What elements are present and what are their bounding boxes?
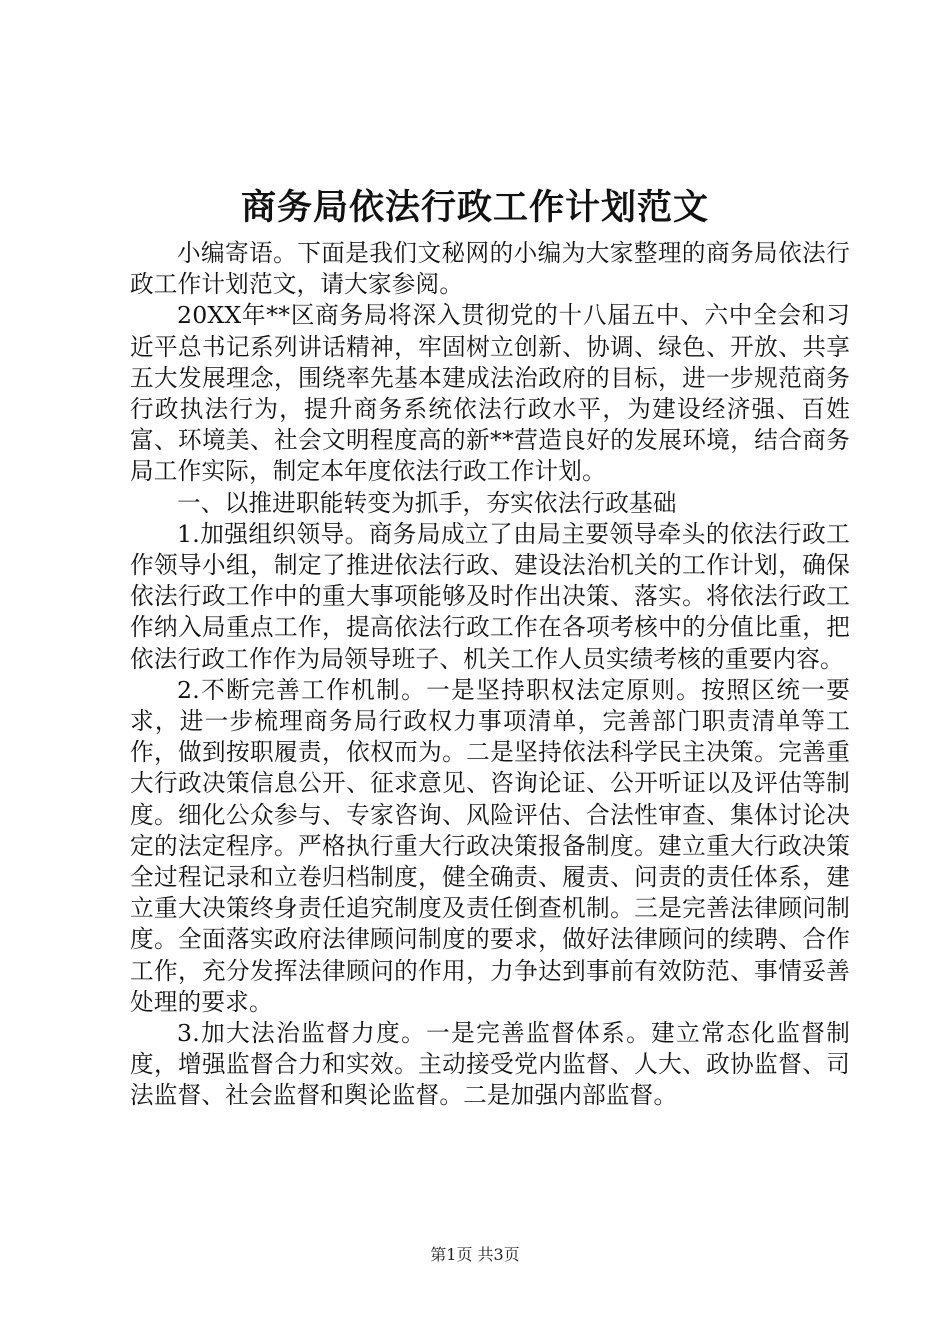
paragraph-intro: 小编寄语。下面是我们文秘网的小编为大家整理的商务局依法行政工作计划范文，请大家参阅。 bbox=[130, 239, 850, 299]
page-footer: 第1页 共3页 bbox=[430, 1245, 520, 1264]
paragraph-item-3: 3.加大法治监督力度。一是完善监督体系。建立常态化监督制度，增强监督合力和实效。主动接受党内监督、人大、政协监督、司法监督、社会监督和舆论监督。二是加强内部监督。 bbox=[130, 1019, 850, 1110]
paragraph-item-2: 2.不断完善工作机制。一是坚持职权法定原则。按照区统一要求，进一步梳理商务局行政权力事项清单，完善部门职责清单等工作，做到按职履责，依权而为。二是坚持依法科学民主决策。完善重大行政决策信息公开、征求意见、咨询论证、公开听证以及评估等制度。细化公众参与、专家咨询、风险评估、合法性审查、集体讨论决定的法定程序。严格执行重大行政决策报备制度。建立重大行政决策全过程记录和立卷归档制度，健全确责、履责、问责的责任体系，建立重大决策终身责任追究制度及责任倒查机制。三是完善法律顾问制度。全面落实政府法律顾问制度的要求，做好法律顾问的续聘、合作工作，充分发挥法律顾问的作用，力争达到事前有效防范、事情妥善处理的要求。 bbox=[130, 675, 850, 1016]
document-body bbox=[130, 238, 850, 1112]
section-heading-1: 一、以推进职能转变为抓手，夯实依法行政基础 bbox=[177, 488, 677, 517]
paragraph-overview: 20XX年**区商务局将深入贯彻党的十八届五中、六中全会和习近平总书记系列讲话精神，牢固树立创新、协调、绿色、开放、共享五大发展理念，围绕率先基本建成法治政府的目标，进一步规范商务行政执法行为，提升商务系统依法行政水平，为建设经济强、百姓富、环境美、社会文明程度高的新**营造良好的发展环境，结合商务局工作实际，制定本年度依法行政工作计划。 bbox=[130, 301, 850, 486]
document-title: 商务局依法行政工作计划范文 bbox=[240, 187, 709, 228]
paragraph-item-1: 1.加强组织领导。商务局成立了由局主要领导牵头的依法行政工作领导小组，制定了推进依法行政、建设法治机关的工作计划，确保依法行政工作中的重大事项能够及时作出决策、落实。将依法行政工作纳入局重点工作，提高依法行政工作在各项考核中的分值比重，把依法行政工作作为局领导班子、机关工作人员实绩考核的重要内容。 bbox=[130, 519, 850, 673]
